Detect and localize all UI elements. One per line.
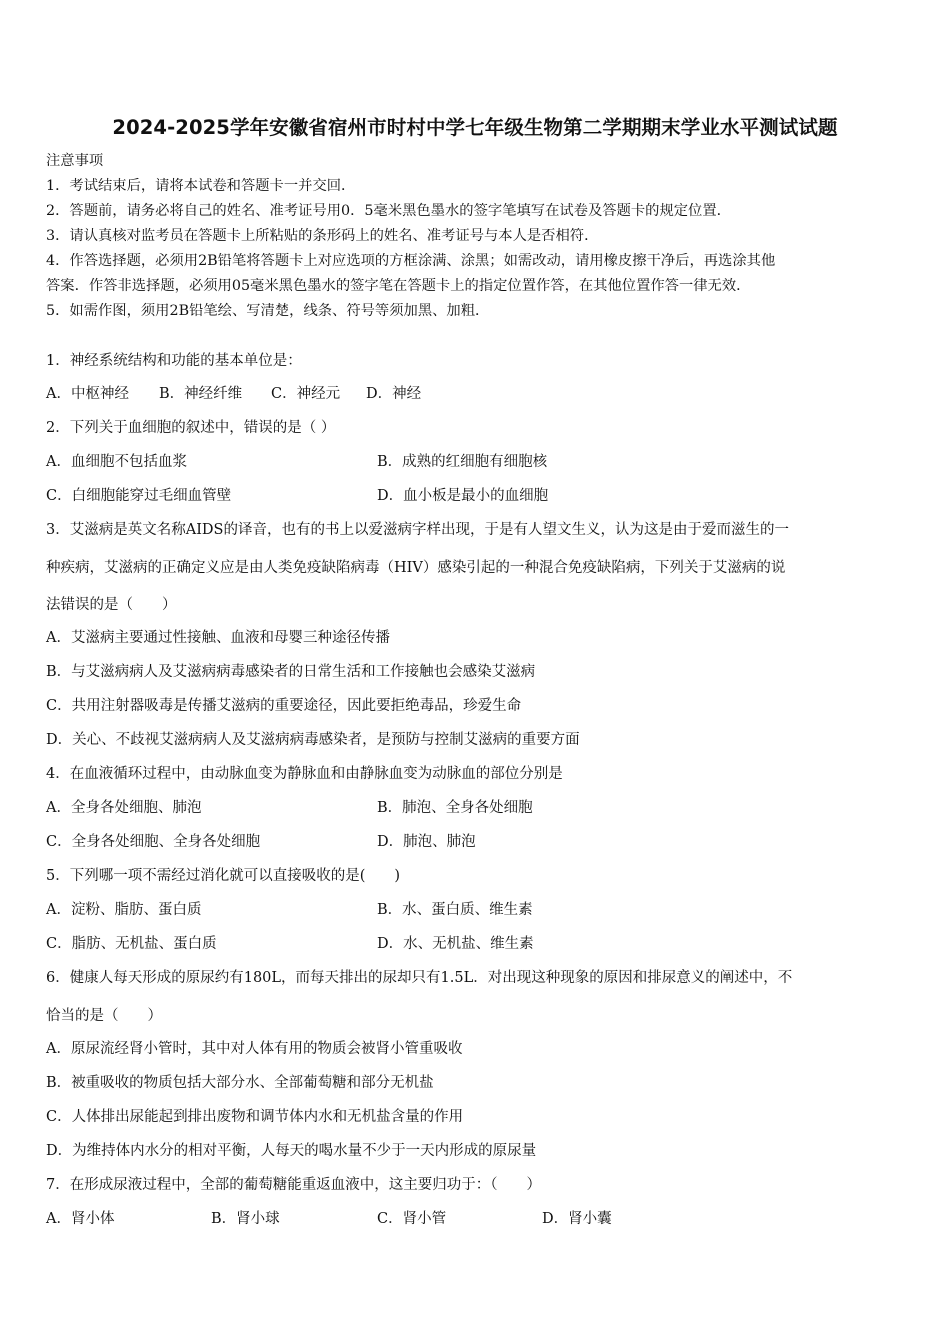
q6-option-b: B．被重吸收的物质包括大部分水、全部葡萄糖和部分无机盐 xyxy=(46,1075,434,1091)
q6-option-a: A．原尿流经肾小管时，其中对人体有用的物质会被肾小管重吸收 xyxy=(46,1041,463,1057)
q3-stem-line-1: 3．艾滋病是英文名称AIDS的译音，也有的书上以爱滋病字样出现，于是有人望文生义，认为这是由于爱而滋生的一 xyxy=(46,522,789,538)
notice-heading: 注意事项 xyxy=(46,153,104,169)
q5-option-c: C．脂肪、无机盐、蛋白质 xyxy=(46,936,217,952)
q7-option-b: B．肾小球 xyxy=(211,1211,280,1227)
q7-option-a: A．肾小体 xyxy=(46,1211,115,1227)
q4-option-c: C．全身各处细胞、全身各处细胞 xyxy=(46,834,261,850)
q2-option-a: A．血细胞不包括血浆 xyxy=(46,454,187,470)
q7-option-d: D．肾小囊 xyxy=(542,1211,612,1227)
q6-stem-line-2: 恰当的是（ ） xyxy=(46,1008,162,1024)
q4-stem: 4．在血液循环过程中，由动脉血变为静脉血和由静脉血变为动脉血的部位分别是 xyxy=(46,766,563,782)
q5-stem: 5．下列哪一项不需经过消化就可以直接吸收的是( ) xyxy=(46,868,401,884)
q7-stem: 7．在形成尿液过程中，全部的葡萄糖能重返血液中，这主要归功于：（ ） xyxy=(46,1177,541,1193)
q1-option-a: A．中枢神经 xyxy=(46,386,129,402)
q3-option-a: A．艾滋病主要通过性接触、血液和母婴三种途径传播 xyxy=(46,630,390,646)
notice-item-4-cont: 答案．作答非选择题，必须用05毫米黑色墨水的签字笔在答题卡上的指定位置作答，在其他位置作答一律无效． xyxy=(46,278,751,294)
q4-option-a: A．全身各处细胞、肺泡 xyxy=(46,800,202,816)
q2-option-d: D．血小板是最小的血细胞 xyxy=(377,488,549,504)
q1-option-c: C．神经元 xyxy=(271,386,341,402)
q1-stem: 1．神经系统结构和功能的基本单位是： xyxy=(46,353,302,369)
q3-option-c: C．共用注射器吸毒是传播艾滋病的重要途径，因此要拒绝毒品，珍爱生命 xyxy=(46,698,522,714)
q1-option-d: D．神经 xyxy=(366,386,422,402)
q2-stem: 2．下列关于血细胞的叙述中，错误的是（ ） xyxy=(46,420,336,436)
notice-item-4: 4．作答选择题，必须用2B铅笔将答题卡上对应选项的方框涂满、涂黑；如需改动，请用橡皮擦干净后，再选涂其他 xyxy=(46,253,776,269)
q4-option-b: B．肺泡、全身各处细胞 xyxy=(377,800,533,816)
q5-option-a: A．淀粉、脂肪、蛋白质 xyxy=(46,902,202,918)
q4-option-d: D．肺泡、肺泡 xyxy=(377,834,476,850)
q2-option-b: B．成熟的红细胞有细胞核 xyxy=(377,454,548,470)
q7-option-c: C．肾小管 xyxy=(377,1211,447,1227)
q3-stem-line-2: 种疾病，艾滋病的正确定义应是由人类免疫缺陷病毒（HIV）感染引起的一种混合免疫缺陷病，下列关于艾滋病的说 xyxy=(46,560,786,576)
notice-item-2: 2．答题前，请务必将自己的姓名、准考证号用0．5毫米黑色墨水的签字笔填写在试卷及答题卡的规定位置． xyxy=(46,203,731,219)
q3-option-b: B．与艾滋病病人及艾滋病病毒感染者的日常生活和工作接触也会感染艾滋病 xyxy=(46,664,536,680)
q2-option-c: C．白细胞能穿过毛细血管壁 xyxy=(46,488,232,504)
q6-option-c: C．人体排出尿能起到排出废物和调节体内水和无机盐含量的作用 xyxy=(46,1109,464,1125)
notice-item-5: 5．如需作图，须用2B铅笔绘、写清楚，线条、符号等须加黑、加粗． xyxy=(46,303,490,319)
q6-stem-line-1: 6．健康人每天形成的原尿约有180L，而每天排出的尿却只有1.5L．对出现这种现象的原因和排尿意义的阐述中，不 xyxy=(46,970,793,986)
q3-stem-line-3: 法错误的是（ ） xyxy=(46,597,177,613)
notice-item-3: 3．请认真核对监考员在答题卡上所粘贴的条形码上的姓名、准考证号与本人是否相符． xyxy=(46,228,599,244)
page-title: 2024-2025学年安徽省宿州市时村中学七年级生物第二学期期末学业水平测试试题 xyxy=(112,116,838,139)
q6-option-d: D．为维持体内水分的相对平衡，人每天的喝水量不少于一天内形成的原尿量 xyxy=(46,1143,537,1159)
q1-option-b: B．神经纤维 xyxy=(159,386,243,402)
q5-option-b: B．水、蛋白质、维生素 xyxy=(377,902,533,918)
notice-item-1: 1．考试结束后，请将本试卷和答题卡一并交回． xyxy=(46,178,356,194)
q3-option-d: D．关心、不歧视艾滋病病人及艾滋病病毒感染者，是预防与控制艾滋病的重要方面 xyxy=(46,732,580,748)
q5-option-d: D．水、无机盐、维生素 xyxy=(377,936,534,952)
